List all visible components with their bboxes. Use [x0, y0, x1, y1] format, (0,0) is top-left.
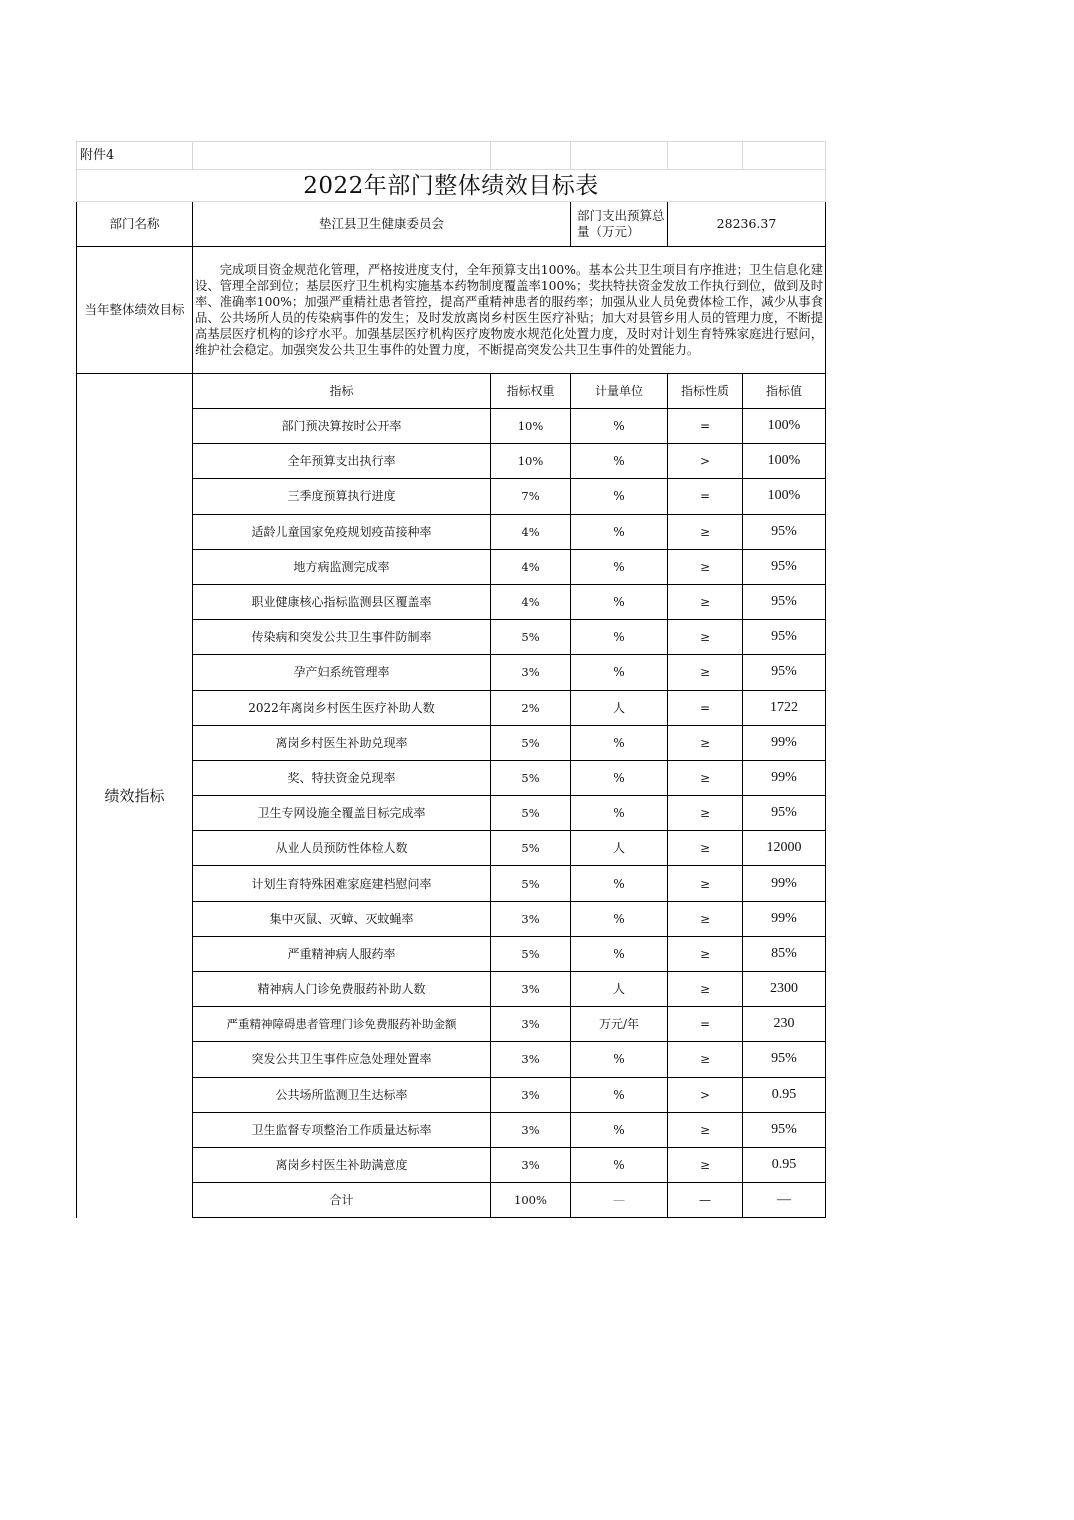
unit-cell: 人 — [571, 831, 668, 866]
nature-cell: ≥ — [668, 1112, 743, 1147]
unit-cell: % — [571, 479, 668, 514]
value-cell: 95% — [743, 1042, 826, 1077]
weight-cell: 5% — [491, 866, 571, 901]
nature-cell: = — [668, 690, 743, 725]
nature-cell: ≥ — [668, 866, 743, 901]
weight-cell: 5% — [491, 831, 571, 866]
unit-cell: 人 — [571, 690, 668, 725]
indicator-cell: 孕产妇系统管理率 — [193, 655, 491, 690]
weight-cell: 100% — [491, 1183, 571, 1218]
budget-value: 28236.37 — [668, 202, 826, 247]
indicator-cell: 严重精神障碍患者管理门诊免费服药补助金额 — [193, 1007, 491, 1042]
weight-cell: 3% — [491, 1147, 571, 1182]
header-unit: 计量单位 — [571, 374, 668, 409]
value-cell: 95% — [743, 1112, 826, 1147]
unit-cell: % — [571, 901, 668, 936]
weight-cell: 10% — [491, 444, 571, 479]
value-cell: 99% — [743, 901, 826, 936]
unit-cell: % — [571, 760, 668, 795]
indicator-cell: 突发公共卫生事件应急处理处置率 — [193, 1042, 491, 1077]
unit-cell: % — [571, 796, 668, 831]
indicator-cell: 卫生监督专项整治工作质量达标率 — [193, 1112, 491, 1147]
unit-cell: % — [571, 584, 668, 619]
weight-cell: 10% — [491, 409, 571, 444]
weight-cell: 4% — [491, 514, 571, 549]
unit-cell: % — [571, 620, 668, 655]
weight-cell: 5% — [491, 760, 571, 795]
nature-cell: ≥ — [668, 620, 743, 655]
nature-cell: ≥ — [668, 584, 743, 619]
header-weight: 指标权重 — [491, 374, 571, 409]
value-cell: 95% — [743, 514, 826, 549]
nature-cell: > — [668, 1077, 743, 1112]
nature-cell: — — [668, 1183, 743, 1218]
indicator-cell: 从业人员预防性体检人数 — [193, 831, 491, 866]
unit-cell: % — [571, 1147, 668, 1182]
indicator-cell: 严重精神病人服药率 — [193, 936, 491, 971]
value-cell: 0.95 — [743, 1077, 826, 1112]
value-cell: 100% — [743, 479, 826, 514]
unit-cell: % — [571, 936, 668, 971]
unit-cell: % — [571, 1077, 668, 1112]
value-cell: 95% — [743, 584, 826, 619]
weight-cell: 3% — [491, 655, 571, 690]
indicator-cell: 集中灭鼠、灭蟑、灭蚊蝇率 — [193, 901, 491, 936]
weight-cell: 3% — [491, 972, 571, 1007]
value-cell: 100% — [743, 409, 826, 444]
nature-cell: = — [668, 409, 743, 444]
value-cell: 12000 — [743, 831, 826, 866]
indicator-cell: 合计 — [193, 1183, 491, 1218]
weight-cell: 5% — [491, 620, 571, 655]
unit-cell: 人 — [571, 972, 668, 1007]
value-cell: 100% — [743, 444, 826, 479]
unit-cell: % — [571, 1042, 668, 1077]
dept-name-label: 部门名称 — [77, 202, 193, 247]
indicator-cell: 三季度预算执行进度 — [193, 479, 491, 514]
unit-cell: % — [571, 725, 668, 760]
indicator-cell: 职业健康核心指标监测县区覆盖率 — [193, 584, 491, 619]
value-cell: 99% — [743, 866, 826, 901]
value-cell: 1722 — [743, 690, 826, 725]
nature-cell: = — [668, 479, 743, 514]
value-cell: 0.95 — [743, 1147, 826, 1182]
unit-cell: 万元/年 — [571, 1007, 668, 1042]
value-cell: — — [743, 1183, 826, 1218]
indicator-cell: 2022年离岗乡村医生医疗补助人数 — [193, 690, 491, 725]
nature-cell: = — [668, 1007, 743, 1042]
indicator-cell: 卫生专网设施全覆盖目标完成率 — [193, 796, 491, 831]
unit-cell: % — [571, 549, 668, 584]
nature-cell: ≥ — [668, 901, 743, 936]
nature-cell: ≥ — [668, 514, 743, 549]
annual-goal-text: 完成项目资金规范化管理，严格按进度支付，全年预算支出100%。基本公共卫生项目有序推进；卫生信息化建设、管理全部到位；基层医疗卫生机构实施基本药物制度覆盖率100%；奖扶特扶资金发放工作执行到位，做到及时率、准确率100%；加强严重精社患者管控，提高严重精神患者的服药率；加强从业人员免费体检工作，减少从事食品、公共场所人员的传染病事件的发生；及时发放离岗乡村医生医疗补贴；加大对县管乡用人员的管理力度，不断提高基层医疗机构的诊疗水平。加强基层医疗机构医疗废物废水规范化处置力度，及时对计划生育特殊家庭进行慰问，维护社会稳定。加强突发公共卫生事件的处置力度，不断提高突发公共卫生事件的处置能力。 — [193, 247, 826, 374]
indicator-cell: 传染病和突发公共卫生事件防制率 — [193, 620, 491, 655]
value-cell: 230 — [743, 1007, 826, 1042]
nature-cell: ≥ — [668, 972, 743, 1007]
indicator-cell: 适龄儿童国家免疫规划疫苗接种率 — [193, 514, 491, 549]
weight-cell: 5% — [491, 936, 571, 971]
weight-cell: 3% — [491, 1077, 571, 1112]
attachment-label: 附件4 — [77, 142, 193, 170]
budget-label: 部门支出预算总量（万元） — [571, 202, 668, 247]
nature-cell: ≥ — [668, 760, 743, 795]
nature-cell: ≥ — [668, 549, 743, 584]
value-cell: 85% — [743, 936, 826, 971]
nature-cell: ≥ — [668, 831, 743, 866]
dept-name-value: 垫江县卫生健康委员会 — [193, 202, 571, 247]
unit-cell: % — [571, 1112, 668, 1147]
nature-cell: ≥ — [668, 1147, 743, 1182]
weight-cell: 4% — [491, 549, 571, 584]
indicator-cell: 公共场所监测卫生达标率 — [193, 1077, 491, 1112]
value-cell: 95% — [743, 796, 826, 831]
weight-cell: 2% — [491, 690, 571, 725]
header-indicator: 指标 — [193, 374, 491, 409]
header-nature: 指标性质 — [668, 374, 743, 409]
nature-cell: ≥ — [668, 725, 743, 760]
indicator-cell: 全年预算支出执行率 — [193, 444, 491, 479]
page-title: 2022年部门整体绩效目标表 — [77, 170, 826, 202]
weight-cell: 3% — [491, 1112, 571, 1147]
value-cell: 99% — [743, 760, 826, 795]
indicator-cell: 部门预决算按时公开率 — [193, 409, 491, 444]
indicator-cell: 地方病监测完成率 — [193, 549, 491, 584]
value-cell: 99% — [743, 725, 826, 760]
nature-cell: ≥ — [668, 796, 743, 831]
unit-cell: — — [571, 1183, 668, 1218]
weight-cell: 5% — [491, 796, 571, 831]
indicator-cell: 计划生育特殊困难家庭建档慰问率 — [193, 866, 491, 901]
header-value: 指标值 — [743, 374, 826, 409]
value-cell: 95% — [743, 549, 826, 584]
value-cell: 95% — [743, 655, 826, 690]
weight-cell: 5% — [491, 725, 571, 760]
weight-cell: 3% — [491, 901, 571, 936]
value-cell: 95% — [743, 620, 826, 655]
weight-cell: 4% — [491, 584, 571, 619]
indicator-cell: 离岗乡村医生补助兑现率 — [193, 725, 491, 760]
unit-cell: % — [571, 655, 668, 690]
indicator-cell: 精神病人门诊免费服药补助人数 — [193, 972, 491, 1007]
annual-goal-label: 当年整体绩效目标 — [77, 247, 193, 374]
value-cell: 2300 — [743, 972, 826, 1007]
unit-cell: % — [571, 514, 668, 549]
unit-cell: % — [571, 866, 668, 901]
unit-cell: % — [571, 444, 668, 479]
performance-indicator-label: 绩效指标 — [77, 374, 193, 1218]
nature-cell: ≥ — [668, 936, 743, 971]
unit-cell: % — [571, 409, 668, 444]
indicator-cell: 离岗乡村医生补助满意度 — [193, 1147, 491, 1182]
nature-cell: ≥ — [668, 1042, 743, 1077]
nature-cell: ≥ — [668, 655, 743, 690]
nature-cell: > — [668, 444, 743, 479]
weight-cell: 3% — [491, 1042, 571, 1077]
indicator-cell: 奖、特扶资金兑现率 — [193, 760, 491, 795]
weight-cell: 7% — [491, 479, 571, 514]
performance-table — [76, 141, 826, 1218]
weight-cell: 3% — [491, 1007, 571, 1042]
